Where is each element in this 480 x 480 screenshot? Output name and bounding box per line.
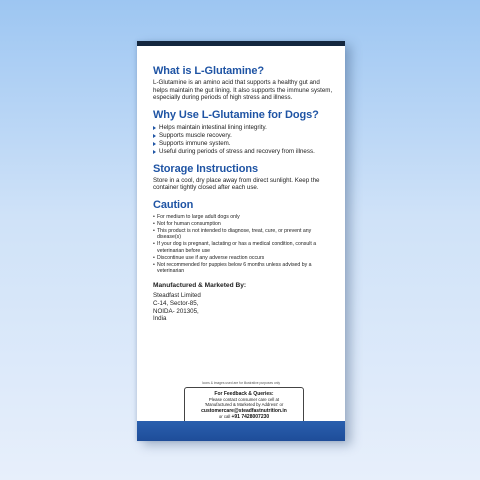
list-item [153,221,333,227]
bullet-dot-icon: • [153,241,155,248]
list-item [153,228,333,241]
address-line: C-14, Sector-85, [153,300,199,308]
list-item [153,241,333,254]
what-is-body: L-Glutamine is an amino acid that supports a healthy gut and helps maintain the gut lining. It also supports the immune system, especially during periods of high stress and illness. [153,79,333,102]
section-what-is [153,65,333,102]
list-item-text: For medium to large adult dogs only [157,213,240,220]
feedback-call [185,414,303,420]
product-box [137,41,345,441]
label-content [153,65,333,323]
feedback-line: Please contact consumer care cell at [208,397,280,402]
section-title-what-is: What is L-Glutamine? [153,65,265,77]
section-title-caution: Caution [153,198,194,211]
box-top-edge [137,41,345,46]
bullet-dot-icon: • [153,261,155,268]
bullet-dot-icon: • [153,254,155,261]
list-item-text: Not recommended for puppies below 6 months unless advised by a veterinarian [157,261,312,275]
list-item [153,255,333,261]
list-item-text: Supports immune system. [159,139,231,147]
list-item [153,214,333,220]
list-item-text: Useful during periods of stress and recovery from illness. [159,148,315,156]
list-item-text: Supports muscle recovery. [159,131,232,139]
arrow-bullet-icon [153,142,156,146]
call-prefix: or call [218,413,231,419]
why-use-list [153,124,333,156]
image-disclaimer: Icons & images used are for illustrative purposes only [201,381,281,385]
section-why-use [153,109,333,156]
section-caution [153,199,333,275]
caution-list [153,214,333,275]
list-item-text: Discontinue use if any adverse reaction occurs [157,254,265,261]
arrow-bullet-icon [153,150,156,154]
list-item [153,124,333,132]
list-item-text: This product is not intended to diagnose, treat, cure, or prevent any disease(s) [157,227,312,241]
feedback-title: For Feedback & Queries: [214,391,274,397]
list-item-text: If your dog is pregnant, lactating or has a medical condition, consult a veterinarian before use [157,241,317,254]
manufacturer-title: Manufactured & Marketed By: [153,282,247,290]
manufacturer-block [153,282,333,322]
feedback-email: customercare@steadfastnutrition.in [201,407,287,414]
address-line: India [153,315,167,323]
bullet-dot-icon: • [153,213,155,220]
list-item [153,148,333,156]
list-item [153,132,333,140]
section-title-storage: Storage Instructions [153,162,258,175]
address-line: NOIDA- 201305, [153,307,199,315]
list-item [153,262,333,275]
bullet-dot-icon: • [153,227,155,234]
feedback-phone: +91 7428007230 [231,413,270,420]
list-item-text: Helps maintain intestinal lining integrity. [159,123,267,131]
list-item [153,140,333,148]
list-item-text: Not for human consumption [157,220,221,227]
arrow-bullet-icon [153,134,156,138]
arrow-bullet-icon [153,126,156,130]
box-bottom-band [137,421,345,441]
section-title-why-use: Why Use L-Glutamine for Dogs? [153,108,319,121]
feedback-line: 'Manufactured & Marketed by Address' or [204,402,284,408]
manufacturer-address [153,292,333,322]
section-storage [153,163,333,192]
bullet-dot-icon: • [153,220,155,227]
address-line: Steadfast Limited [153,292,201,300]
storage-body: Store in a cool, dry place away from direct sunlight. Keep the container tightly closed after each use. [153,176,320,192]
